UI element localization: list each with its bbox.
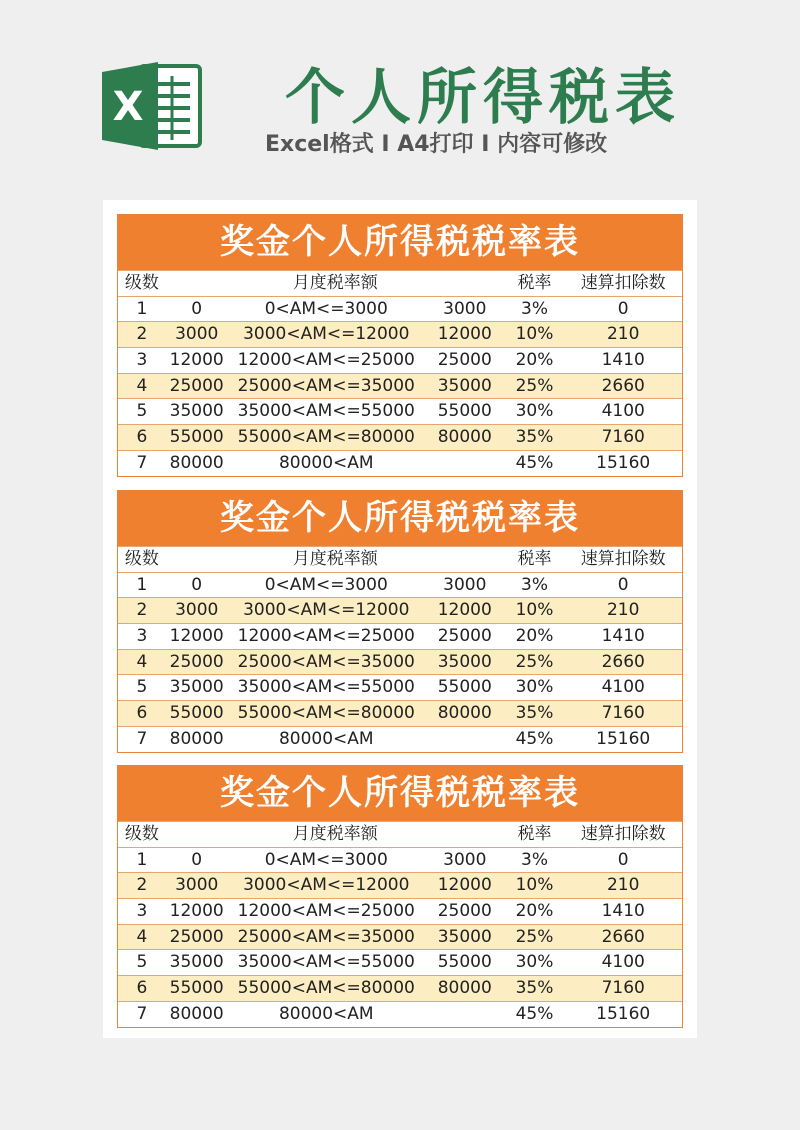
- cell-lower: 35000: [169, 401, 224, 422]
- table-row: [118, 424, 682, 450]
- cell-deduction: 4100: [601, 401, 645, 422]
- cell-level: 7: [136, 728, 148, 749]
- cell-lower: 0: [191, 574, 203, 595]
- cell-range: 25000<AM<=35000: [237, 375, 415, 396]
- cell-level: 5: [136, 401, 148, 422]
- cell-upper: 55000: [437, 401, 492, 422]
- table-row: [118, 572, 682, 598]
- cell-deduction: 2660: [601, 926, 645, 947]
- cell-range: 25000<AM<=35000: [237, 651, 415, 672]
- table-title: 奖金个人所得税税率表: [118, 215, 682, 270]
- cell-level: 3: [136, 350, 148, 371]
- cell-lower: 55000: [169, 703, 224, 724]
- cell-lower: 80000: [169, 728, 224, 749]
- cell-level: 4: [136, 926, 148, 947]
- table-row: [118, 597, 682, 623]
- cell-rate: 30%: [515, 401, 554, 422]
- table-row: [118, 450, 682, 476]
- page-title: 个人所得税表: [285, 63, 681, 133]
- cell-deduction: 0: [617, 574, 629, 595]
- cell-upper: 35000: [437, 375, 492, 396]
- cell-rate: 3%: [521, 298, 548, 319]
- cell-level: 1: [136, 298, 148, 319]
- cell-deduction: 1410: [601, 901, 645, 922]
- cell-level: 3: [136, 626, 148, 647]
- cell-rate: 3%: [521, 849, 548, 870]
- cell-range: 55000<AM<=80000: [237, 427, 415, 448]
- cell-lower: 55000: [169, 978, 224, 999]
- cell-level: 6: [136, 427, 148, 448]
- cell-upper: 12000: [437, 875, 492, 896]
- cell-upper: 3000: [443, 298, 487, 319]
- table-row: [118, 700, 682, 726]
- cell-level: 6: [136, 978, 148, 999]
- table-row: [118, 949, 682, 975]
- cell-rate: 20%: [515, 901, 554, 922]
- header-range: 月度税率额: [292, 273, 378, 293]
- cell-rate: 10%: [515, 875, 554, 896]
- cell-upper: [425, 1002, 505, 1027]
- table-title: 奖金个人所得税税率表: [118, 491, 682, 546]
- cell-rate: 45%: [515, 1003, 554, 1024]
- cell-deduction: 15160: [596, 1003, 651, 1024]
- cell-deduction: 0: [617, 849, 629, 870]
- cell-upper: [425, 727, 505, 752]
- cell-range: 12000<AM<=25000: [237, 626, 415, 647]
- cell-range: 80000<AM: [278, 452, 374, 473]
- table-row: [118, 373, 682, 399]
- cell-level: 2: [136, 600, 148, 621]
- cell-deduction: 4100: [601, 677, 645, 698]
- cell-range: 80000<AM: [278, 728, 374, 749]
- cell-deduction: 7160: [601, 427, 645, 448]
- cell-rate: 10%: [515, 600, 554, 621]
- cell-level: 6: [136, 703, 148, 724]
- cell-level: 5: [136, 952, 148, 973]
- cell-rate: 35%: [515, 703, 554, 724]
- cell-lower: 80000: [169, 452, 224, 473]
- cell-range: 3000<AM<=12000: [243, 324, 410, 345]
- cell-rate: 25%: [515, 651, 554, 672]
- cell-level: 4: [136, 375, 148, 396]
- cell-level: 2: [136, 875, 148, 896]
- cell-range: 25000<AM<=35000: [237, 926, 415, 947]
- cell-rate: 20%: [515, 350, 554, 371]
- cell-upper: [425, 451, 505, 476]
- cell-upper: 3000: [443, 849, 487, 870]
- cell-lower: 25000: [169, 651, 224, 672]
- cell-level: 7: [136, 1003, 148, 1024]
- cell-range: 55000<AM<=80000: [237, 703, 415, 724]
- cell-upper: 12000: [437, 324, 492, 345]
- cell-rate: 35%: [515, 978, 554, 999]
- cell-rate: 3%: [521, 574, 548, 595]
- cell-lower: 0: [191, 849, 203, 870]
- cell-range: 80000<AM: [278, 1003, 374, 1024]
- cell-lower: 80000: [169, 1003, 224, 1024]
- table-row: [118, 924, 682, 950]
- cell-lower: 35000: [169, 677, 224, 698]
- cell-upper: 25000: [437, 626, 492, 647]
- tax-rate-table: [117, 765, 683, 1028]
- cell-lower: 35000: [169, 952, 224, 973]
- header-rate: 税率: [517, 273, 552, 293]
- cell-deduction: 2660: [601, 375, 645, 396]
- table-row: [118, 321, 682, 347]
- cell-deduction: 4100: [601, 952, 645, 973]
- cell-deduction: 15160: [596, 728, 651, 749]
- cell-lower: 25000: [169, 375, 224, 396]
- cell-deduction: 15160: [596, 452, 651, 473]
- table-header-row: [118, 546, 682, 572]
- cell-upper: 25000: [437, 901, 492, 922]
- cell-upper: 55000: [437, 677, 492, 698]
- header-range: 月度税率额: [292, 824, 378, 844]
- cell-range: 55000<AM<=80000: [237, 978, 415, 999]
- cell-level: 1: [136, 574, 148, 595]
- cell-range: 0<AM<=3000: [264, 849, 388, 870]
- cell-deduction: 7160: [601, 703, 645, 724]
- cell-range: 3000<AM<=12000: [243, 875, 410, 896]
- cell-rate: 25%: [515, 375, 554, 396]
- tax-rate-table: [117, 214, 683, 477]
- cell-deduction: 210: [606, 324, 640, 345]
- cell-level: 1: [136, 849, 148, 870]
- cell-lower: 25000: [169, 926, 224, 947]
- table-row: [118, 296, 682, 322]
- cell-lower: 12000: [169, 350, 224, 371]
- cell-lower: 0: [191, 298, 203, 319]
- page-subtitle: Excel格式 I A4打印 I 内容可修改: [265, 132, 608, 157]
- header-rate: 税率: [517, 549, 552, 569]
- table-row: [118, 847, 682, 873]
- table-row: [118, 623, 682, 649]
- cell-range: 0<AM<=3000: [264, 298, 388, 319]
- cell-deduction: 2660: [601, 651, 645, 672]
- cell-deduction: 1410: [601, 626, 645, 647]
- header-deduction: 速算扣除数: [580, 824, 666, 844]
- header-level: 级数: [124, 824, 159, 844]
- cell-deduction: 210: [606, 875, 640, 896]
- header-rate: 税率: [517, 824, 552, 844]
- excel-logo-letter: X: [112, 84, 144, 130]
- cell-range: 12000<AM<=25000: [237, 350, 415, 371]
- header-level: 级数: [124, 273, 159, 293]
- cell-upper: 25000: [437, 350, 492, 371]
- table-row: [118, 975, 682, 1001]
- page-header: [0, 0, 800, 200]
- cell-deduction: 7160: [601, 978, 645, 999]
- cell-level: 4: [136, 651, 148, 672]
- cell-rate: 35%: [515, 427, 554, 448]
- cell-range: 3000<AM<=12000: [243, 600, 410, 621]
- cell-upper: 80000: [437, 978, 492, 999]
- table-title: 奖金个人所得税税率表: [118, 766, 682, 821]
- table-row: [118, 347, 682, 373]
- cell-range: 35000<AM<=55000: [237, 401, 415, 422]
- cell-rate: 30%: [515, 677, 554, 698]
- header-level: 级数: [124, 549, 159, 569]
- cell-upper: 3000: [443, 574, 487, 595]
- table-row: [118, 1001, 682, 1027]
- cell-upper: 35000: [437, 926, 492, 947]
- cell-upper: 80000: [437, 703, 492, 724]
- cell-range: 0<AM<=3000: [264, 574, 388, 595]
- cell-rate: 20%: [515, 626, 554, 647]
- cell-range: 12000<AM<=25000: [237, 901, 415, 922]
- table-header-row: [118, 821, 682, 847]
- cell-deduction: 210: [606, 600, 640, 621]
- header-deduction: 速算扣除数: [580, 273, 666, 293]
- cell-lower: 3000: [175, 600, 219, 621]
- cell-level: 5: [136, 677, 148, 698]
- cell-upper: 12000: [437, 600, 492, 621]
- cell-lower: 12000: [169, 901, 224, 922]
- cell-rate: 30%: [515, 952, 554, 973]
- table-row: [118, 674, 682, 700]
- cell-range: 35000<AM<=55000: [237, 952, 415, 973]
- cell-lower: 3000: [175, 875, 219, 896]
- cell-lower: 12000: [169, 626, 224, 647]
- cell-rate: 45%: [515, 452, 554, 473]
- cell-upper: 35000: [437, 651, 492, 672]
- table-header-row: [118, 270, 682, 296]
- table-row: [118, 649, 682, 675]
- cell-range: 35000<AM<=55000: [237, 677, 415, 698]
- cell-lower: 55000: [169, 427, 224, 448]
- cell-rate: 10%: [515, 324, 554, 345]
- table-row: [118, 398, 682, 424]
- cell-lower: 3000: [175, 324, 219, 345]
- excel-icon: [102, 60, 202, 152]
- table-row: [118, 898, 682, 924]
- cell-upper: 55000: [437, 952, 492, 973]
- cell-level: 7: [136, 452, 148, 473]
- cell-rate: 25%: [515, 926, 554, 947]
- table-row: [118, 872, 682, 898]
- cell-level: 2: [136, 324, 148, 345]
- cell-rate: 45%: [515, 728, 554, 749]
- cell-level: 3: [136, 901, 148, 922]
- table-row: [118, 726, 682, 752]
- cell-upper: 80000: [437, 427, 492, 448]
- cell-deduction: 1410: [601, 350, 645, 371]
- cell-deduction: 0: [617, 298, 629, 319]
- tax-rate-table: [117, 490, 683, 753]
- header-deduction: 速算扣除数: [580, 549, 666, 569]
- document-sheet: [103, 200, 697, 1038]
- header-range: 月度税率额: [292, 549, 378, 569]
